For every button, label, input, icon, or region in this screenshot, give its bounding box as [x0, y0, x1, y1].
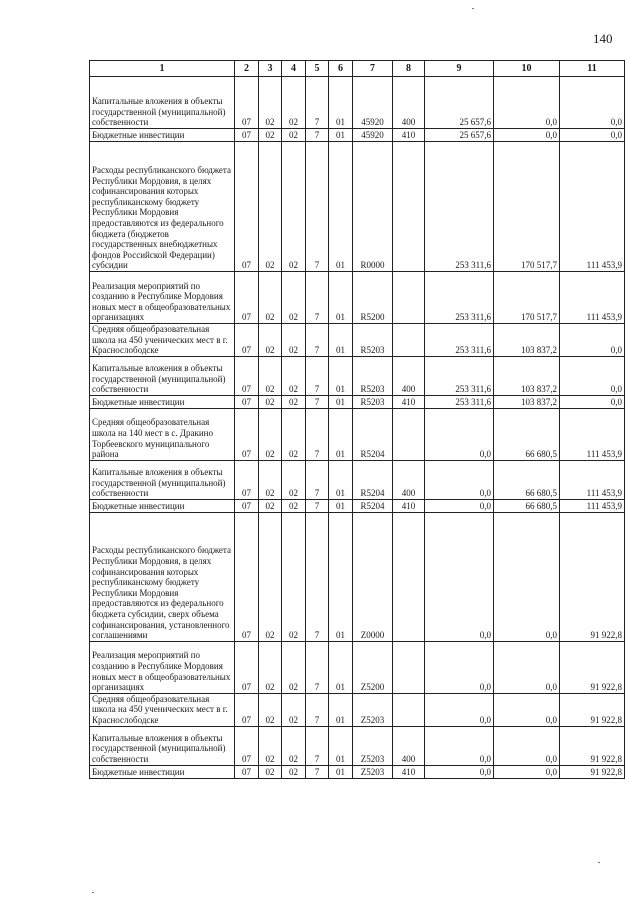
table-row — [90, 129, 625, 142]
table-row — [90, 460, 625, 499]
row-c4: 02 — [282, 395, 306, 408]
column-header: 4 — [282, 61, 306, 77]
row-sum-2024: 66 680,5 — [494, 460, 560, 499]
row-c6: 01 — [329, 512, 353, 641]
row-name: Расходы республиканского бюджета Республики Мордовия, в целях софинансирования которых республиканскому бюджету Республики Мордовия предоставляются из федерального бюджета (бюджетов государственных внебюджетных фондов Российской Федерации) субсидии — [90, 142, 235, 272]
row-code: R5204 — [353, 460, 393, 499]
row-sum-2024: 170 517,7 — [494, 272, 560, 324]
row-sum-2023: 25 657,6 — [425, 77, 494, 129]
row-type: 400 — [393, 356, 425, 395]
table-row — [90, 641, 625, 693]
row-sum-2023: 253 311,6 — [425, 356, 494, 395]
row-sum-2023: 253 311,6 — [425, 142, 494, 272]
row-c6: 01 — [329, 272, 353, 324]
row-c4: 02 — [282, 408, 306, 460]
row-name: Капитальные вложения в объекты государственной (муниципальной) собственности — [90, 460, 235, 499]
row-code: Z0000 — [353, 512, 393, 641]
row-c3: 02 — [259, 324, 282, 357]
row-c6: 01 — [329, 356, 353, 395]
row-sum-2023: 253 311,6 — [425, 395, 494, 408]
row-sum-2025: 91 922,8 — [560, 726, 625, 765]
row-c2: 07 — [235, 129, 259, 142]
table-row — [90, 693, 625, 726]
row-c5: 7 — [306, 142, 329, 272]
row-c4: 02 — [282, 460, 306, 499]
table-row — [90, 408, 625, 460]
row-code: Z5203 — [353, 765, 393, 778]
row-type — [393, 693, 425, 726]
row-sum-2024: 0,0 — [494, 765, 560, 778]
row-code: R5200 — [353, 272, 393, 324]
row-name: Бюджетные инвестиции — [90, 395, 235, 408]
column-header: 10 — [494, 61, 560, 77]
row-code: 45920 — [353, 77, 393, 129]
row-code: R5203 — [353, 395, 393, 408]
row-c5: 7 — [306, 726, 329, 765]
table-row — [90, 726, 625, 765]
row-c5: 7 — [306, 460, 329, 499]
row-sum-2024: 0,0 — [494, 726, 560, 765]
row-sum-2023: 0,0 — [425, 641, 494, 693]
row-c2: 07 — [235, 77, 259, 129]
row-type: 400 — [393, 460, 425, 499]
row-c2: 07 — [235, 499, 259, 512]
row-c4: 02 — [282, 512, 306, 641]
table-body — [90, 77, 625, 779]
row-sum-2025: 91 922,8 — [560, 641, 625, 693]
row-c4: 02 — [282, 356, 306, 395]
row-sum-2024: 170 517,7 — [494, 142, 560, 272]
row-c4: 02 — [282, 129, 306, 142]
budget-table — [89, 60, 625, 779]
row-sum-2024: 66 680,5 — [494, 408, 560, 460]
table-row — [90, 77, 625, 129]
row-sum-2025: 91 922,8 — [560, 512, 625, 641]
row-c5: 7 — [306, 641, 329, 693]
row-name: Реализация мероприятий по созданию в Республике Мордовия новых мест в общеобразовательных организациях — [90, 641, 235, 693]
row-c6: 01 — [329, 129, 353, 142]
row-sum-2025: 111 453,9 — [560, 142, 625, 272]
column-header: 7 — [353, 61, 393, 77]
row-type — [393, 142, 425, 272]
row-sum-2025: 111 453,9 — [560, 272, 625, 324]
row-sum-2023: 0,0 — [425, 499, 494, 512]
row-sum-2023: 0,0 — [425, 726, 494, 765]
row-c2: 07 — [235, 693, 259, 726]
row-c5: 7 — [306, 356, 329, 395]
row-sum-2025: 111 453,9 — [560, 408, 625, 460]
row-c2: 07 — [235, 641, 259, 693]
scan-speck — [92, 892, 94, 893]
row-c3: 02 — [259, 395, 282, 408]
row-name: Бюджетные инвестиции — [90, 499, 235, 512]
row-c2: 07 — [235, 512, 259, 641]
row-c2: 07 — [235, 765, 259, 778]
row-c3: 02 — [259, 726, 282, 765]
table-row — [90, 512, 625, 641]
row-sum-2024: 0,0 — [494, 693, 560, 726]
row-c3: 02 — [259, 77, 282, 129]
row-name: Капитальные вложения в объекты государственной (муниципальной) собственности — [90, 356, 235, 395]
row-name: Бюджетные инвестиции — [90, 765, 235, 778]
table-row — [90, 395, 625, 408]
row-type — [393, 408, 425, 460]
row-c6: 01 — [329, 726, 353, 765]
row-c3: 02 — [259, 142, 282, 272]
row-c5: 7 — [306, 129, 329, 142]
row-sum-2024: 0,0 — [494, 641, 560, 693]
row-c4: 02 — [282, 142, 306, 272]
header-row — [90, 61, 625, 77]
row-c2: 07 — [235, 460, 259, 499]
row-c5: 7 — [306, 272, 329, 324]
column-header: 3 — [259, 61, 282, 77]
row-name: Капитальные вложения в объекты государственной (муниципальной) собственности — [90, 77, 235, 129]
row-code: 45920 — [353, 129, 393, 142]
row-c3: 02 — [259, 129, 282, 142]
row-type — [393, 641, 425, 693]
row-c6: 01 — [329, 765, 353, 778]
row-c4: 02 — [282, 77, 306, 129]
row-code: R5204 — [353, 499, 393, 512]
scan-speck — [598, 862, 600, 863]
row-name: Реализация мероприятий по созданию в Республике Мордовия новых мест в общеобразовательных организациях — [90, 272, 235, 324]
row-sum-2025: 0,0 — [560, 324, 625, 357]
table-row — [90, 324, 625, 357]
row-sum-2025: 0,0 — [560, 356, 625, 395]
row-c3: 02 — [259, 356, 282, 395]
row-name: Средняя общеобразовательная школа на 140 мест в с. Дракино Торбеевского муниципального района — [90, 408, 235, 460]
row-sum-2024: 66 680,5 — [494, 499, 560, 512]
row-code: R5203 — [353, 356, 393, 395]
row-code: Z5203 — [353, 693, 393, 726]
row-c6: 01 — [329, 142, 353, 272]
row-sum-2023: 253 311,6 — [425, 324, 494, 357]
row-code: Z5203 — [353, 726, 393, 765]
row-code: R0000 — [353, 142, 393, 272]
table-row — [90, 356, 625, 395]
row-type — [393, 272, 425, 324]
row-c2: 07 — [235, 324, 259, 357]
row-sum-2025: 111 453,9 — [560, 460, 625, 499]
row-c4: 02 — [282, 499, 306, 512]
row-c6: 01 — [329, 408, 353, 460]
row-c2: 07 — [235, 356, 259, 395]
row-sum-2025: 111 453,9 — [560, 499, 625, 512]
row-sum-2024: 103 837,2 — [494, 395, 560, 408]
column-header: 8 — [393, 61, 425, 77]
table-row — [90, 765, 625, 778]
row-c2: 07 — [235, 272, 259, 324]
row-name: Бюджетные инвестиции — [90, 129, 235, 142]
column-header: 2 — [235, 61, 259, 77]
row-name: Средняя общеобразовательная школа на 450 ученических мест в г. Краснослободске — [90, 324, 235, 357]
row-sum-2025: 0,0 — [560, 129, 625, 142]
row-sum-2023: 253 311,6 — [425, 272, 494, 324]
row-c5: 7 — [306, 693, 329, 726]
row-name: Капитальные вложения в объекты государственной (муниципальной) собственности — [90, 726, 235, 765]
table-row — [90, 142, 625, 272]
row-c4: 02 — [282, 765, 306, 778]
row-c6: 01 — [329, 499, 353, 512]
row-code: R5203 — [353, 324, 393, 357]
row-c3: 02 — [259, 460, 282, 499]
page-number: 140 — [593, 31, 613, 46]
row-sum-2023: 25 657,6 — [425, 129, 494, 142]
row-sum-2025: 0,0 — [560, 395, 625, 408]
row-c6: 01 — [329, 324, 353, 357]
row-type — [393, 324, 425, 357]
row-c3: 02 — [259, 641, 282, 693]
row-name: Расходы республиканского бюджета Республики Мордовия, в целях софинансирования которых республиканскому бюджету Республики Мордовия предоставляются из федерального бюджета субсидии, сверх объема софинансирования, установленного соглашениями — [90, 512, 235, 641]
row-type — [393, 512, 425, 641]
row-sum-2023: 0,0 — [425, 460, 494, 499]
row-c4: 02 — [282, 726, 306, 765]
row-c5: 7 — [306, 499, 329, 512]
row-c3: 02 — [259, 693, 282, 726]
row-c5: 7 — [306, 324, 329, 357]
row-sum-2025: 91 922,8 — [560, 765, 625, 778]
row-type: 410 — [393, 395, 425, 408]
row-c4: 02 — [282, 324, 306, 357]
row-c5: 7 — [306, 395, 329, 408]
row-sum-2024: 0,0 — [494, 512, 560, 641]
row-sum-2025: 91 922,8 — [560, 693, 625, 726]
row-sum-2025: 0,0 — [560, 77, 625, 129]
row-c6: 01 — [329, 641, 353, 693]
row-c4: 02 — [282, 693, 306, 726]
row-c5: 7 — [306, 765, 329, 778]
row-c5: 7 — [306, 512, 329, 641]
row-c6: 01 — [329, 395, 353, 408]
row-c3: 02 — [259, 765, 282, 778]
row-sum-2024: 103 837,2 — [494, 356, 560, 395]
column-header: 9 — [425, 61, 494, 77]
row-code: R5204 — [353, 408, 393, 460]
row-sum-2024: 0,0 — [494, 129, 560, 142]
table-row — [90, 272, 625, 324]
row-code: Z5200 — [353, 641, 393, 693]
row-sum-2024: 0,0 — [494, 77, 560, 129]
table-header — [90, 61, 625, 77]
column-header: 5 — [306, 61, 329, 77]
row-c3: 02 — [259, 512, 282, 641]
column-header: 1 — [90, 61, 235, 77]
row-c5: 7 — [306, 408, 329, 460]
scan-speck — [472, 8, 474, 9]
row-c3: 02 — [259, 499, 282, 512]
row-c5: 7 — [306, 77, 329, 129]
row-type: 410 — [393, 129, 425, 142]
column-header: 6 — [329, 61, 353, 77]
row-c6: 01 — [329, 693, 353, 726]
table-row — [90, 499, 625, 512]
row-sum-2023: 0,0 — [425, 765, 494, 778]
row-sum-2023: 0,0 — [425, 693, 494, 726]
row-c2: 07 — [235, 726, 259, 765]
row-c4: 02 — [282, 641, 306, 693]
row-c6: 01 — [329, 77, 353, 129]
row-type: 400 — [393, 77, 425, 129]
row-c2: 07 — [235, 142, 259, 272]
row-sum-2023: 0,0 — [425, 408, 494, 460]
row-type: 410 — [393, 499, 425, 512]
row-c2: 07 — [235, 408, 259, 460]
row-type: 400 — [393, 726, 425, 765]
row-c2: 07 — [235, 395, 259, 408]
row-sum-2023: 0,0 — [425, 512, 494, 641]
row-c4: 02 — [282, 272, 306, 324]
column-header: 11 — [560, 61, 625, 77]
row-sum-2024: 103 837,2 — [494, 324, 560, 357]
row-c6: 01 — [329, 460, 353, 499]
row-c3: 02 — [259, 272, 282, 324]
row-type: 410 — [393, 765, 425, 778]
row-name: Средняя общеобразовательная школа на 450 ученических мест в г. Краснослободске — [90, 693, 235, 726]
row-c3: 02 — [259, 408, 282, 460]
